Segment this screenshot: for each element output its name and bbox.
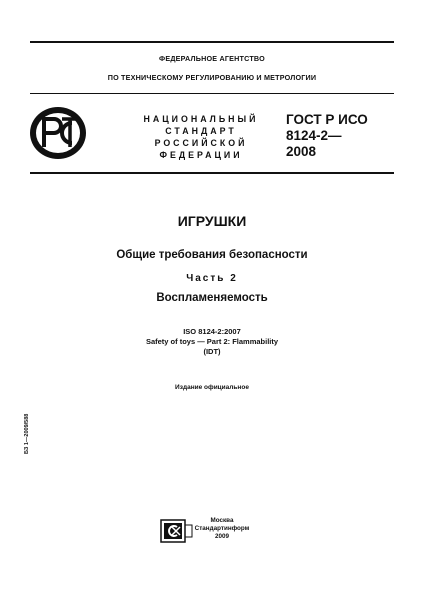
designation-line1: ГОСТ Р ИСО xyxy=(286,112,368,127)
designation-line2: 8124-2— xyxy=(286,128,342,143)
publisher-city: Москва xyxy=(210,517,234,524)
iso-equivalence: (IDT) xyxy=(203,347,221,356)
publisher-name: Стандартинформ xyxy=(194,525,250,532)
part-name: Воспламеняемость xyxy=(156,292,268,304)
standard-line-4: ФЕДЕРАЦИИ xyxy=(159,150,243,160)
part-number: Часть 2 xyxy=(186,273,238,284)
document-subtitle: Общие требования безопасности xyxy=(116,249,308,261)
standard-line-3: РОССИЙСКОЙ xyxy=(154,138,248,148)
publication-year: 2009 xyxy=(214,533,229,540)
standartinform-logo-icon xyxy=(160,519,194,543)
iso-reference: ISO 8124-2:2007 xyxy=(183,327,241,336)
header-bottom-rule xyxy=(30,172,394,174)
standard-line-2: СТАНДАРТ xyxy=(165,126,237,136)
standard-line-1: НАЦИОНАЛЬНЫЙ xyxy=(143,114,259,124)
iso-english-title: Safety of toys — Part 2: Flammability xyxy=(145,337,279,346)
rst-logo-icon xyxy=(28,103,88,163)
document-title: ИГРУШКИ xyxy=(177,213,247,229)
side-code: БЗ 1—2009/588 xyxy=(24,413,30,454)
top-rule xyxy=(30,41,394,43)
agency-name-line2: ПО ТЕХНИЧЕСКОМУ РЕГУЛИРОВАНИЮ И МЕТРОЛОГИИ xyxy=(107,73,317,82)
edition-note: Издание официальное xyxy=(175,384,249,391)
header-divider xyxy=(30,93,394,94)
designation-line3: 2008 xyxy=(286,144,317,159)
agency-name-line1: ФЕДЕРАЛЬНОЕ АГЕНТСТВО xyxy=(159,54,265,63)
